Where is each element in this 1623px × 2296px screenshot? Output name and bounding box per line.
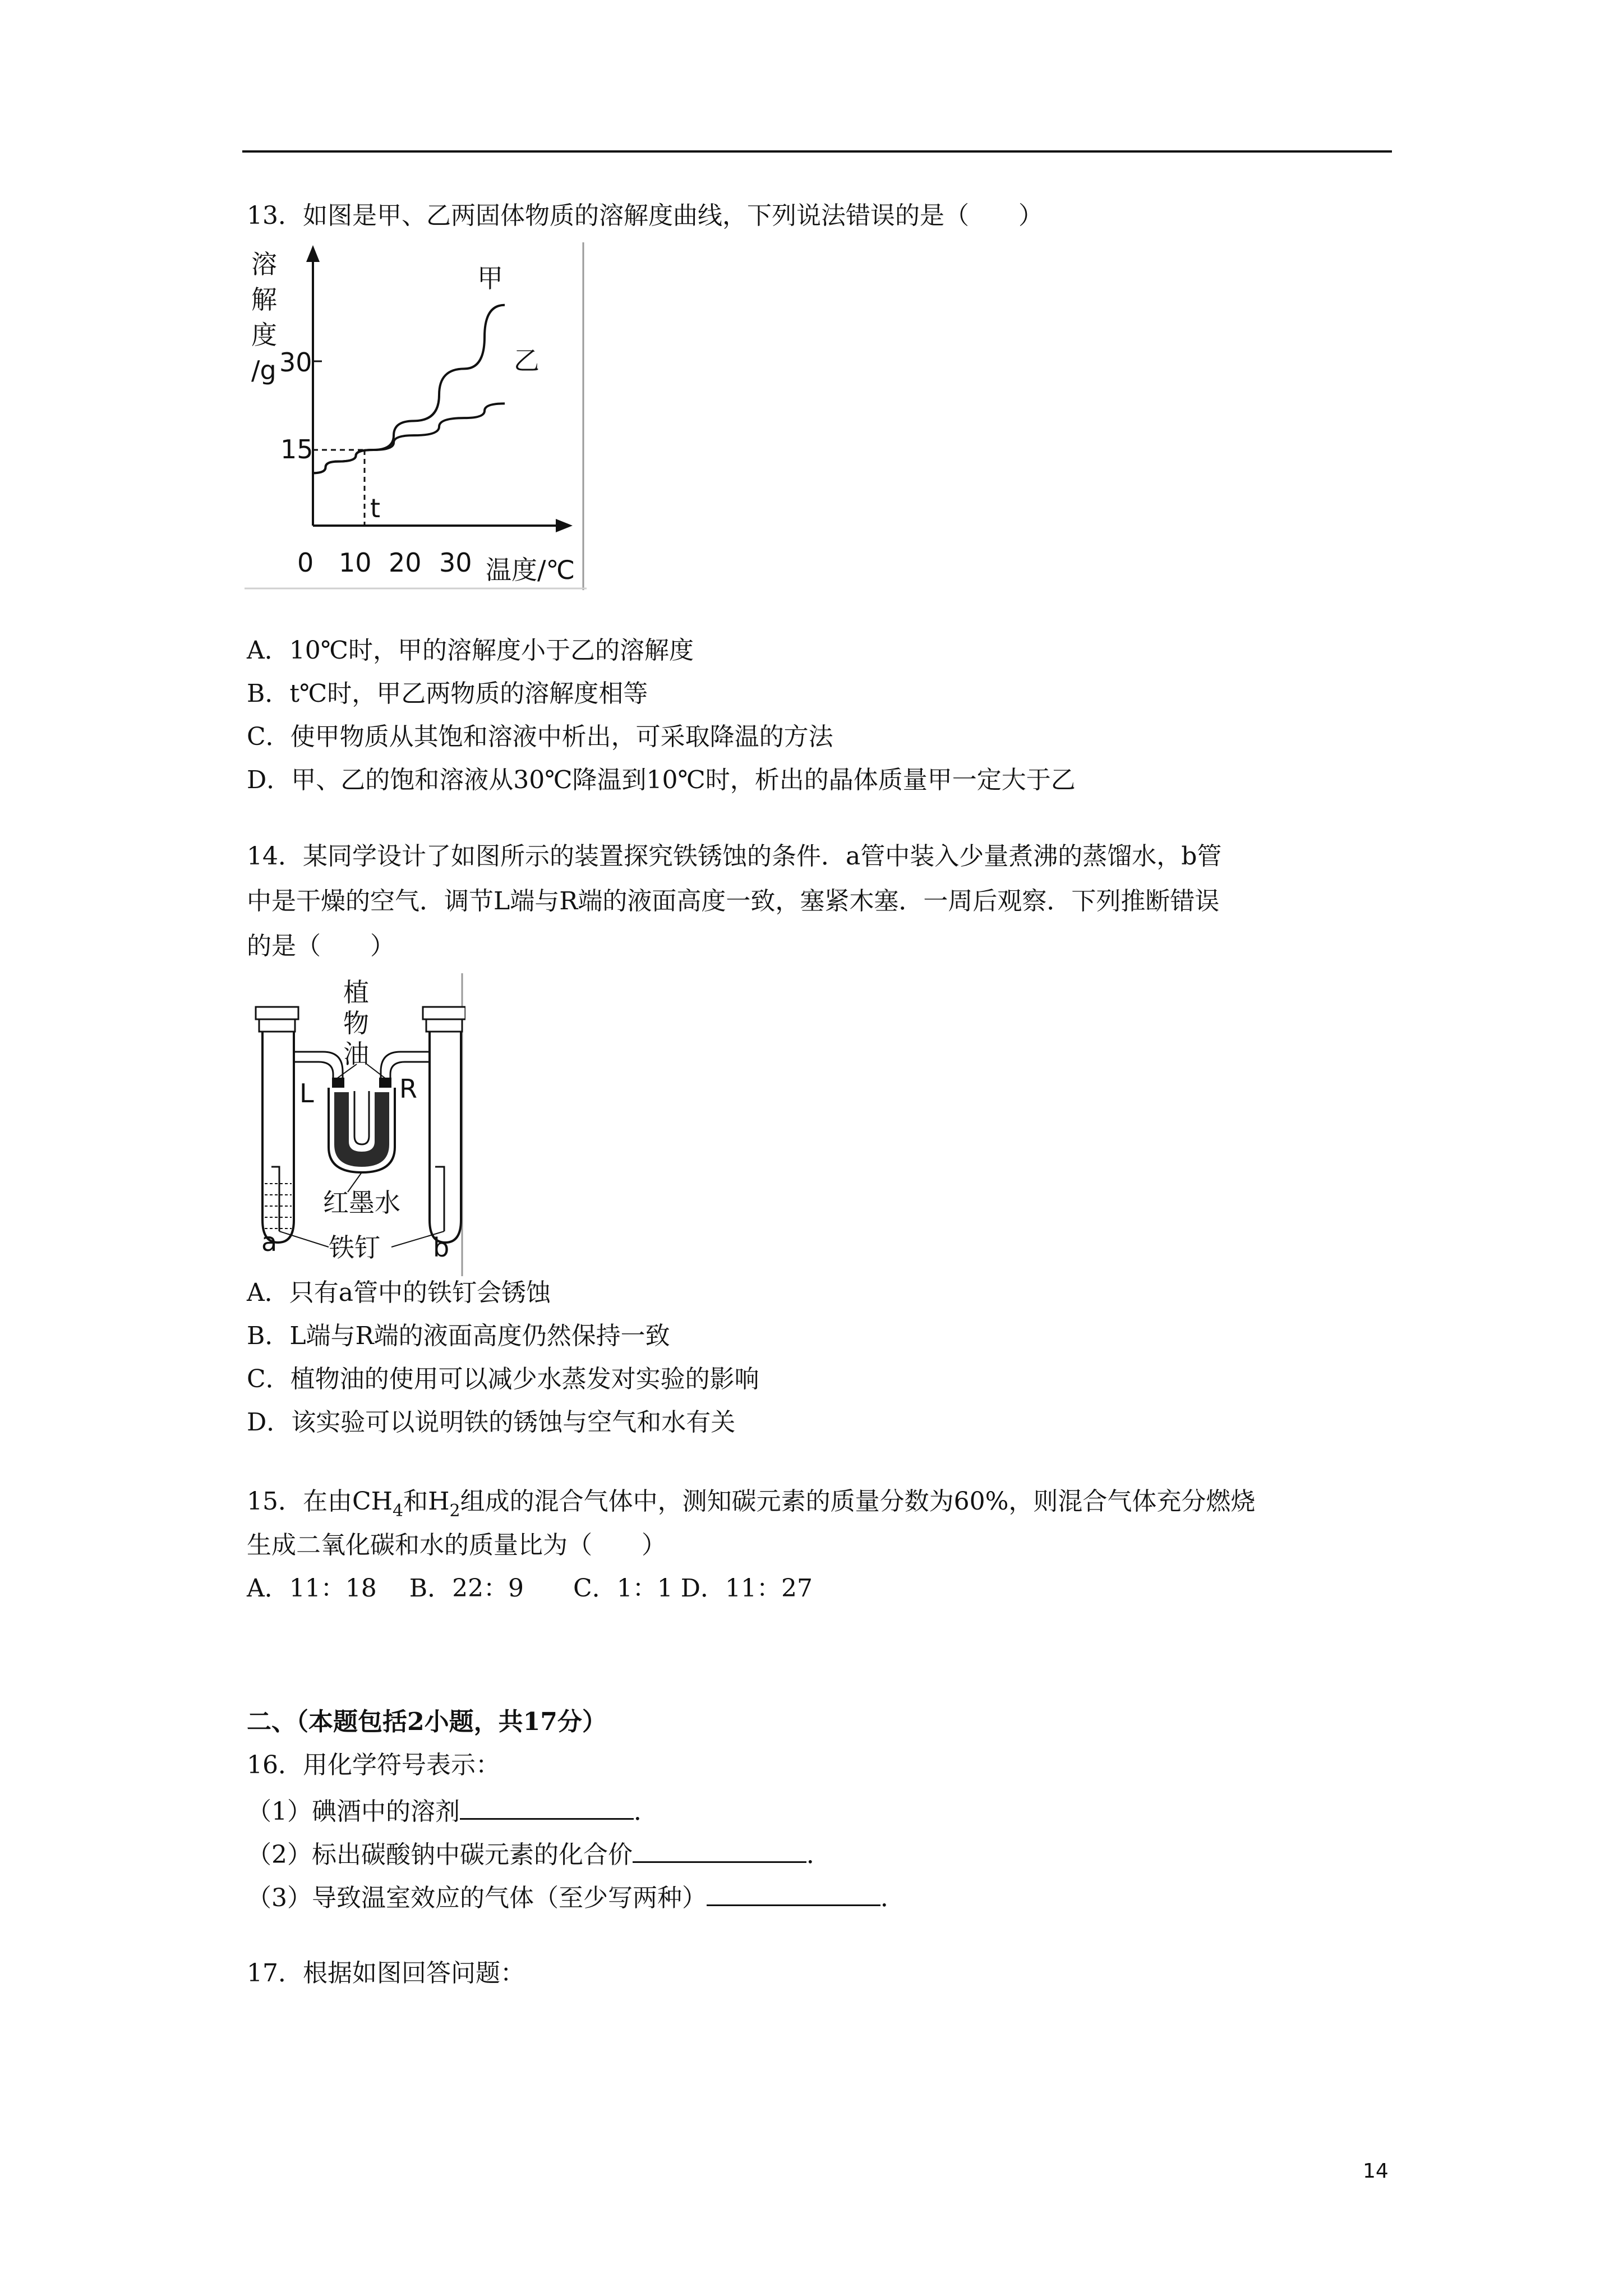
page-number: 14 <box>1363 2160 1389 2183</box>
q16-part-1: （1）碘酒中的溶剂 ． <box>247 1792 658 1829</box>
solubility-chart-svg <box>245 242 587 590</box>
curve-yi-label: 乙 <box>514 346 540 376</box>
oil-char-1: 植 <box>343 977 369 1007</box>
y-label-char-2: 解 <box>251 284 277 315</box>
label-l: L <box>299 1078 314 1108</box>
label-a: a <box>261 1227 278 1257</box>
y-label-char-4: /g <box>251 355 276 385</box>
y-label-char-1: 溶 <box>251 249 277 279</box>
stopper-a <box>256 1007 298 1019</box>
nail-label: 铁钉 <box>329 1232 380 1263</box>
curve-jia-label: 甲 <box>477 263 503 293</box>
answer-blank-2[interactable] <box>633 1835 806 1863</box>
q14-apparatus-figure <box>245 973 465 1276</box>
plug-l <box>332 1078 344 1088</box>
y-tick-15: 15 <box>280 434 313 464</box>
q14-option-b: B．L端与R端的液面高度仍然保持一致 <box>247 1322 670 1350</box>
q14-stem-line-1: 14．某同学设计了如图所示的装置探究铁锈蚀的条件．a管中装入少量煮沸的蒸馏水，b管 <box>247 842 1222 871</box>
header-rule <box>242 150 1392 153</box>
q13-option-a: A．10℃时，甲的溶解度小于乙的溶解度 <box>247 636 694 665</box>
y-tick-30: 30 <box>279 347 312 378</box>
answer-blank-1[interactable] <box>460 1792 634 1820</box>
q14-stem-line-3: 的是（ ） <box>247 932 395 960</box>
q13-option-b: B．t℃时，甲乙两物质的溶解度相等 <box>247 679 648 708</box>
q13-option-d: D．甲、乙的饱和溶液从30℃降温到10℃时，析出的晶体质量甲一定大于乙 <box>247 766 1076 794</box>
q16-stem: 16．用化学符号表示： <box>247 1751 500 1779</box>
section-2-title: 二、（本题包括2小题，共17分） <box>247 1708 607 1736</box>
plug-r <box>379 1078 391 1088</box>
q14-stem-line-2: 中是干燥的空气．调节L端与R端的液面高度一致，塞紧木塞．一周后观察．下列推断错误 <box>247 887 1220 915</box>
x-tick-0: 0 <box>297 547 314 578</box>
q13-option-c: C．使甲物质从其饱和溶液中析出，可采取降温的方法 <box>247 723 833 751</box>
q15-stem-line-1: 15．在由$CH_4$和$H_2$组成的混合气体中，测知碳元素的质量分数为60%，则混合气体充分燃烧 <box>247 1487 1256 1521</box>
label-r: R <box>399 1074 417 1104</box>
q15-stem-line-2: 生成二氧化碳和水的质量比为（ ） <box>247 1531 666 1559</box>
q16-part-3: （3）导致温室效应的气体（至少写两种） ． <box>247 1879 905 1915</box>
y-label-char-3: 度 <box>251 320 277 350</box>
q13-solubility-chart <box>245 242 587 590</box>
x-axis-label: 温度/℃ <box>486 555 575 585</box>
q13-stem: 13．如图是甲、乙两固体物质的溶解度曲线，下列说法错误的是（ ） <box>247 201 1043 230</box>
q17-stem: 17．根据如图回答问题： <box>247 1959 525 1987</box>
ink-label: 红墨水 <box>323 1188 400 1218</box>
q15-options: A．11：18 B．22：9 C．1：1 D．11：27 <box>247 1574 813 1603</box>
q14-option-c: C．植物油的使用可以减少水蒸发对实验的影响 <box>247 1365 759 1393</box>
oil-char-3: 油 <box>343 1039 369 1069</box>
q16-part-2: （2）标出碳酸钠中碳元素的化合价 ． <box>247 1835 831 1872</box>
oil-char-2: 物 <box>343 1008 369 1038</box>
label-b: b <box>433 1232 450 1263</box>
q14-option-d: D．该实验可以说明铁的锈蚀与空气和水有关 <box>247 1408 736 1437</box>
t-label: t <box>370 493 381 523</box>
x-tick-30: 30 <box>439 547 472 578</box>
x-tick-10: 10 <box>339 547 372 578</box>
apparatus-svg <box>245 973 465 1276</box>
x-tick-20: 20 <box>389 547 422 578</box>
stopper-b <box>423 1007 465 1019</box>
q14-option-a: A．只有a管中的铁钉会锈蚀 <box>247 1278 551 1307</box>
answer-blank-3[interactable] <box>707 1879 880 1906</box>
